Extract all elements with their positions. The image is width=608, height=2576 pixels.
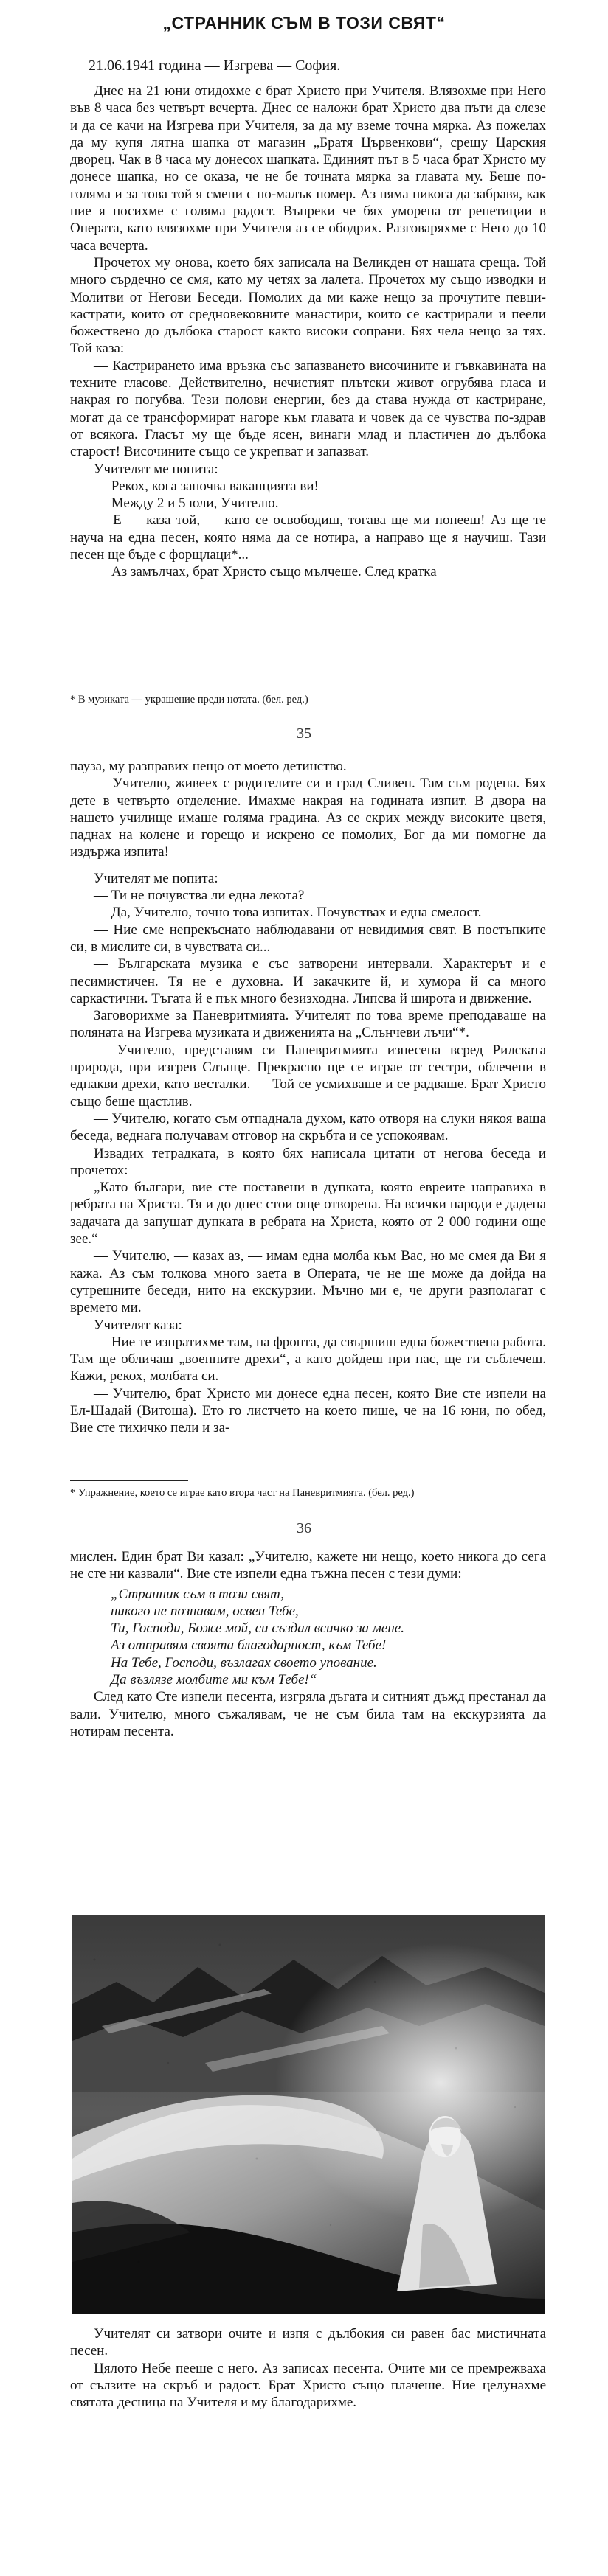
paragraph: — Българската музика е със затворени интервали. Характерът и е песимистичен. Тя не е духовна. И закачките й, и хумора й са много саркастични. Тъгата й е пък много безизходна. Липсва й широта и движение. (70, 956, 546, 1006)
paragraph: Аз замълчах, брат Христо също мълчеше. След кратка (111, 564, 437, 580)
page-35-body (70, 83, 546, 581)
paragraph: — Да, Учителю, точно това изпитах. Почувствах и една смелост. (94, 905, 482, 921)
page-number: 35 (297, 725, 311, 742)
paragraph: Учителят си затвори очите и изпя с дълбокия си равен бас мистичната песен. (70, 2326, 546, 2359)
paragraph: Заговорихме за Паневритмията. Учителят по това време преподаваше на поляната на Изгрева музиката и движенията на „Слънчеви лъчи“*. (70, 1008, 546, 1041)
paragraph: Учителят ме попита: (94, 461, 218, 477)
paragraph: Днес на 21 юни отидохме с брат Христо при Учителя. Влязохме при Него във 8 часа без четвърт вечерта. Днес се наложи брат Христо два пъти да слезе и да се качи на Изгрева при Учителя, за да му вземе точна мярка. Аз пожелах да му купя лятна шапка от магазин „Братя Цървенкови“, срещу Царския дворец. Чак в 8 часа му донесох шапката. Единият път в 5 часа брат Христо му донесе шапка, но се оказа, че не бе точната мярка за главата му. Беше по-голяма и за това той я смени с по-малък номер. Аз няма никога да забравя, как ние я носихме с голяма радост. Въпреки че бях уморена от репетиции в Операта, като влязохме при Учителя аз се ободрих. Разговаряхме с Него до 10 часа вечерта. (70, 83, 546, 254)
paragraph: Цялото Небе пееше с него. Аз записах песента. Очите ми се премрежваха от сълзите на скръб и радост. Брат Христо също плачеше. Ние целунахме святата десница на Учителя и му благодарихме. (70, 2360, 546, 2411)
paragraph: — Учителю, представям си Паневритмията изнесена всред Рилската природа, при изгрев Слънце. Прекрасно ще се играе от сестри, облечени в еднакви дрехи, като весталки. — Той се усмихваше и се радваше. Брат Христо също беше щастлив. (70, 1042, 546, 1110)
mountain-photo (72, 1915, 545, 2314)
paragraph: — Ти не почувства ли една лекота? (94, 888, 305, 904)
page-37-body-top (70, 1548, 546, 1740)
footnote-rule (70, 1480, 188, 1481)
verse-line: На Тебе, Господи, възлагах своето упование. (111, 1654, 377, 1671)
page-35 (0, 0, 608, 746)
verse-line: Ти, Господи, Боже мой, си създал всичко за мене. (111, 1621, 404, 1637)
paragraph: След като Сте изпели песента, изгряла дъгата и ситният дъжд престанал да вали. Учителю, много съжалявам, че не съм била там на екскурзията да нотирам песента. (70, 1689, 546, 1739)
paragraph: — Кастрирането има връзка със запазването височините и гъвкавината на техните гласове. Действително, нечистият плътски живот огрубява гласа и накрая го погубва. Тези полови енергии, без да става нужда от кастриране, могат да се трансформират нагоре към главата и човек да се чувства по-здрав от всякога. Гласът му ще бъде ясен, винаги млад и пластичен до дълбока старост! Височините също се укрепват и запазват. (70, 358, 546, 460)
paragraph: — Между 2 и 5 юли, Учителю. (94, 495, 279, 512)
chapter-title: „СТРАННИК СЪМ В ТОЗИ СВЯТ“ (162, 13, 446, 32)
paragraph: Прочетох му онова, което бях записала на Великден от нашата среща. Той много сърдечно се смя, като му четях за лалета. Прочетох му също изводки и Молитви от Негови Беседи. Помолих да ми каже нещо за прочутите певци-кастрати, които от средновековните манастири, които се кастрирали и пеели божествено до дълбока старост както високи сопрани. Бях чела нещо за тях. Той каза: (70, 254, 546, 357)
paragraph: Извадих тетрадката, в която бях написала цитати от негова беседа и прочетох: (70, 1145, 546, 1178)
paragraph: — Ние те изпратихме там, на фронта, да свършиш една божествена работа. Там ще обличаш „военните дрехи“, а като дойдеш при нас, ще ги съблечеш. Кажи, рекох, молбата си. (70, 1334, 546, 1385)
footnote: * В музиката — украшение преди нотата. (бел. ред.) (70, 694, 308, 706)
paragraph: — Учителю, живеех с родителите си в град Сливен. Там съм родена. Бях дете в четвърто отделение. Имахме накрая на годината изпит. В двора на нашето училище имаше голяма градина. Аз се скрих между високите цветя, паднах на колене и горещо и искрено се помолих, Бог да ми помогне да издържа изпита! (70, 776, 546, 860)
page-36 (0, 746, 608, 1539)
quote-paragraph: „Като българи, вие сте поставени в дупката, която евреите направиха в ребрата на Христа. Тя и до днес стои още отворена. На всички народи е дадена задачата да запушат дупката в ребрата на Христа, която от 2 000 години още зее.“ (70, 1180, 546, 1247)
footnote: * Упражнение, което се играе като втора част на Паневритмията. (бел. ред.) (70, 1487, 415, 1499)
paragraph: Учителят каза: (94, 1317, 182, 1333)
page-37-body-bottom (70, 2325, 546, 2411)
page-37 (0, 1539, 608, 2576)
verse-line: никого не познавам, освен Тебе, (111, 1603, 299, 1619)
verse-line: Аз отправям своята благодарност, към Тебе! (111, 1637, 387, 1654)
paragraph: — Рекох, кога започва ваканцията ви! (94, 478, 319, 494)
page-number: 36 (297, 1520, 311, 1536)
paragraph: — Е — каза той, — като се освободиш, тогава ще ми попееш! Аз ще те науча на една песен, която няма да се нотира, а направо ще я научиш. Тази песен ще бъде с форщлаци*... (70, 512, 546, 563)
paragraph: пауза, му разправих нещо от моето детинство. (70, 759, 347, 774)
dateline: 21.06.1941 година — Изгрева — София. (89, 58, 341, 74)
verse-line: Да възлязе молбите ми към Тебе!“ (111, 1672, 317, 1688)
paragraph: — Учителю, — казах аз, — имам една молба към Вас, но ме смея да Ви я кажа. Аз съм толкова много заета в Операта, че не ще може да дойда на сутрешните беседи, нито на екскурзии. Мъчно ми е, че други разполагат с времето ми. (70, 1248, 546, 1316)
page-36-body (70, 758, 546, 1437)
paragraph: — Учителю, брат Христо ми донесе една песен, която Вие сте изпели на Ел-Шадай (Витоша). Ето го листчето на което пише, че на 16 юни, по обед, Вие сте тихичко пели и за- (70, 1385, 546, 1436)
paragraph: мислен. Един брат Ви казал: „Учителю, кажете ни нещо, което никога до сега не сте ни казвали“. Вие сте изпели една тъжна песен с тези думи: (70, 1549, 546, 1582)
paragraph: — Учителю, когато съм отпаднала духом, като отворя на слуки някоя ваша беседа, веднага получавам отговор на скръбта и се успокоявам. (70, 1110, 546, 1144)
paragraph: Учителят ме попита: (94, 870, 218, 886)
verse-line: „Странник съм в този свят, (111, 1586, 284, 1602)
paragraph: — Ние сме непрекъснато наблюдавани от невидимия свят. В постъпките си, в мислите си, в чувствата си... (70, 922, 546, 955)
